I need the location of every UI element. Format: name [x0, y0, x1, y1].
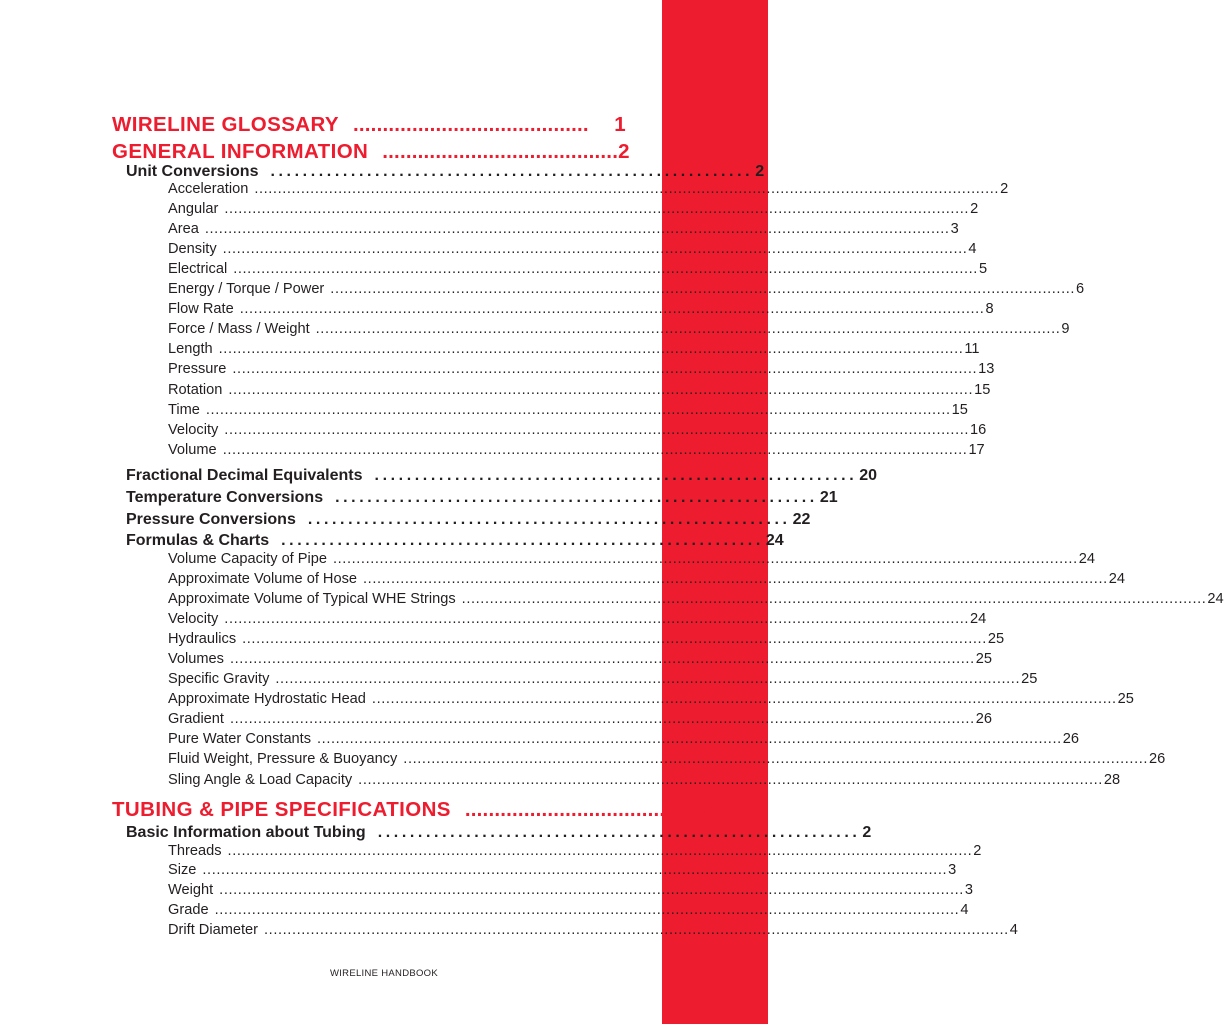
toc-page-number: 17: [968, 442, 985, 458]
toc-entry[interactable]: [168, 181, 1009, 197]
toc-section[interactable]: [126, 163, 765, 181]
toc-label: Pure Water Constants: [168, 731, 312, 747]
dot-leader: ................................................................................................................................................................: [224, 201, 970, 217]
toc-page-number: 25: [1117, 691, 1134, 707]
toc-entry[interactable]: [168, 442, 985, 458]
toc-page-number: 4: [960, 902, 969, 918]
toc-chapter[interactable]: [112, 798, 713, 822]
toc-label: Velocity: [168, 422, 219, 438]
dot-leader: ................................................................................................................................................................: [242, 631, 987, 647]
dot-leader: ................................................................................................................................................................: [330, 281, 1076, 297]
toc-entry[interactable]: [168, 751, 1166, 767]
dot-leader: ................................................................................................................................................................: [317, 731, 1062, 747]
toc-entry[interactable]: [168, 862, 957, 878]
toc-page-number: 25: [987, 631, 1005, 647]
toc-section[interactable]: [126, 532, 784, 550]
dot-leader: ........................................: [382, 140, 619, 163]
toc-page-number: 6: [1076, 281, 1085, 297]
toc-label: Fluid Weight, Pressure & Buoyancy: [168, 751, 398, 767]
toc-section[interactable]: [126, 511, 811, 529]
toc-entry[interactable]: [168, 422, 987, 438]
dot-leader: ................................................................................................................................................................: [239, 301, 985, 317]
dot-leader: ................................................................................................................................................................: [363, 571, 1108, 587]
toc-label: Unit Conversions: [126, 163, 259, 180]
dot-leader: ................................................................................................................................................................: [275, 671, 1021, 687]
toc-page-number: 15: [974, 382, 991, 398]
toc-label: Rotation: [168, 382, 223, 398]
toc-label: Force / Mass / Weight: [168, 321, 310, 337]
toc-page-number: 26: [975, 711, 992, 727]
toc-page-number: 15: [951, 402, 968, 418]
toc-label: WIRELINE GLOSSARY: [112, 113, 339, 136]
toc-label: Angular: [168, 201, 219, 217]
toc-page-number: 3: [948, 862, 957, 878]
toc-entry[interactable]: [168, 221, 959, 237]
toc-page-number: 3: [964, 882, 974, 898]
dot-leader: ................................................................................................................................................................: [232, 361, 978, 377]
toc-label: Hydraulics: [168, 631, 237, 647]
toc-chapter[interactable]: [112, 140, 630, 164]
toc-entry[interactable]: [168, 691, 1134, 707]
toc-label: Length: [168, 341, 213, 357]
toc-page-number: 13: [978, 361, 995, 377]
toc-page-number: 9: [1061, 321, 1070, 337]
toc-label: Specific Gravity: [168, 671, 270, 687]
toc-entry[interactable]: [168, 361, 995, 377]
dot-leader: ................................................................................................................................................................: [371, 691, 1117, 707]
toc-entry[interactable]: [168, 591, 1224, 607]
toc-entry[interactable]: [168, 611, 987, 627]
toc-page-number: 20: [859, 467, 878, 484]
toc-entry[interactable]: [168, 281, 1085, 297]
toc-page-number: 11: [964, 341, 980, 357]
toc-page-number: 24: [1108, 571, 1125, 587]
dot-leader: ................................................................................................................................................................: [227, 843, 973, 859]
toc-page-number: 26: [1149, 751, 1166, 767]
dot-leader: ................................................................................................................................................................: [224, 422, 970, 438]
toc-page-number: 21: [819, 489, 838, 506]
dot-leader: ................................................................................................................................................................: [254, 181, 1000, 197]
toc-label: Pressure: [168, 361, 227, 377]
toc-label: Density: [168, 241, 217, 257]
dot-leader: ............................................................: [281, 532, 764, 549]
toc-label: Fractional Decimal Equivalents: [126, 467, 363, 484]
dot-leader: ............................................................: [377, 824, 861, 841]
toc-page-number: 3: [950, 221, 959, 237]
toc-page-number: 25: [1021, 671, 1038, 687]
toc-page-number: 5: [978, 261, 988, 277]
toc-entry[interactable]: [168, 671, 1038, 687]
toc-label: Energy / Torque / Power: [168, 281, 325, 297]
toc-page-number: 2: [755, 163, 765, 180]
toc-entry[interactable]: [168, 321, 1070, 337]
toc-entry[interactable]: [168, 772, 1121, 788]
toc-page-number: 28: [1103, 772, 1121, 788]
dot-leader: ............................................................: [307, 511, 791, 528]
toc-page-number: 22: [792, 511, 811, 528]
dot-leader: ................................................................................................................................................................: [229, 651, 975, 667]
toc-page-number: 16: [970, 422, 987, 438]
toc-label: Velocity: [168, 611, 219, 627]
toc-entry[interactable]: [168, 261, 988, 277]
toc-entry[interactable]: [168, 922, 1018, 938]
toc-page-number: 2: [970, 201, 979, 217]
toc-entry[interactable]: [168, 402, 968, 418]
toc-entry[interactable]: [168, 382, 991, 398]
dot-leader: ................................................................................................................................................................: [333, 551, 1078, 567]
toc-label: Threads: [168, 843, 222, 859]
toc-label: Size: [168, 862, 197, 878]
toc-page-number: 24: [970, 611, 987, 627]
toc-section[interactable]: [126, 824, 872, 842]
toc-label: Sling Angle & Load Capacity: [168, 772, 353, 788]
dot-leader: ................................................................................................................................................................: [214, 902, 960, 918]
dot-leader: ................................................................................................................................................................: [403, 751, 1149, 767]
toc-page-number: 2: [862, 824, 872, 841]
toc-label: Approximate Volume of Typical WHE Strings: [168, 591, 456, 607]
toc-entry[interactable]: [168, 711, 992, 727]
dot-leader: ................................................................................................................................................................: [218, 341, 964, 357]
toc-page-number: 3: [700, 798, 713, 821]
toc-page-number: 2: [973, 843, 982, 859]
toc-label: Approximate Volume of Hose: [168, 571, 358, 587]
dot-leader: ................................................................................................................................................................: [219, 882, 964, 898]
toc-label: Approximate Hydrostatic Head: [168, 691, 366, 707]
toc-label: Gradient: [168, 711, 224, 727]
toc-page-number: 24: [1207, 591, 1224, 607]
toc-label: Area: [168, 221, 199, 237]
dot-leader: ........................................: [464, 798, 701, 821]
toc-page-number: 8: [985, 301, 994, 317]
toc-label: Temperature Conversions: [126, 489, 324, 506]
dot-leader: ............................................................: [374, 467, 858, 484]
toc-label: Volumes: [168, 651, 224, 667]
dot-leader: ................................................................................................................................................................: [315, 321, 1061, 337]
dot-leader: ................................................................................................................................................................: [224, 611, 970, 627]
toc-entry[interactable]: [168, 731, 1080, 747]
toc-section[interactable]: [126, 489, 838, 507]
toc-entry[interactable]: [168, 241, 977, 257]
toc-entry[interactable]: [168, 201, 979, 217]
dot-leader: ............................................................: [270, 163, 754, 180]
toc-label: Formulas & Charts: [126, 532, 270, 549]
toc-entry[interactable]: [168, 341, 980, 357]
dot-leader: ................................................................................................................................................................: [264, 922, 1009, 938]
dot-leader: ................................................................................................................................................................: [228, 382, 974, 398]
toc-label: Electrical: [168, 261, 228, 277]
toc-label: Volume: [168, 442, 217, 458]
toc-label: Weight: [168, 882, 214, 898]
toc-label: TUBING & PIPE SPECIFICATIONS: [112, 798, 451, 821]
toc-entry[interactable]: [168, 651, 992, 667]
toc-label: Acceleration: [168, 181, 249, 197]
toc-page-number: 25: [975, 651, 992, 667]
dot-leader: ........................................: [353, 113, 589, 136]
toc-label: Time: [168, 402, 200, 418]
toc-entry[interactable]: [168, 902, 969, 918]
dot-leader: ................................................................................................................................................................: [358, 772, 1103, 788]
toc-label: Pressure Conversions: [126, 511, 296, 528]
dot-leader: ................................................................................................................................................................: [222, 442, 968, 458]
dot-leader: ................................................................................................................................................................: [202, 862, 948, 878]
dot-leader: ................................................................................................................................................................: [461, 591, 1207, 607]
toc-entry[interactable]: [168, 882, 974, 898]
dot-leader: ................................................................................................................................................................: [233, 261, 978, 277]
toc-label: Grade: [168, 902, 209, 918]
dot-leader: ................................................................................................................................................................: [229, 711, 975, 727]
toc-page-number: 4: [1009, 922, 1018, 938]
toc-entry[interactable]: [168, 551, 1095, 567]
dot-leader: ................................................................................................................................................................: [222, 241, 968, 257]
toc-page-number: 2: [1000, 181, 1009, 197]
toc-page-number: 24: [1078, 551, 1095, 567]
toc-entry[interactable]: [168, 571, 1125, 587]
page-footer: WIRELINE HANDBOOK: [329, 968, 439, 979]
dot-leader: ................................................................................................................................................................: [205, 402, 951, 418]
toc-label: Volume Capacity of Pipe: [168, 551, 327, 567]
toc-page-number: 24: [765, 532, 784, 549]
toc-page-number: 26: [1062, 731, 1080, 747]
toc-label: Basic Information about Tubing: [126, 824, 366, 841]
toc-label: Drift Diameter: [168, 922, 259, 938]
toc-entry[interactable]: [168, 631, 1005, 647]
toc-page-number: 4: [968, 241, 977, 257]
toc-section[interactable]: [126, 467, 878, 485]
toc-chapter[interactable]: [112, 113, 626, 137]
toc-entry[interactable]: [168, 843, 982, 859]
toc-label: GENERAL INFORMATION: [112, 140, 369, 163]
toc-page-number: 2: [618, 140, 630, 163]
dot-leader: ............................................................: [335, 489, 818, 506]
dot-leader: ................................................................................................................................................................: [204, 221, 950, 237]
toc-page-number: 1: [614, 113, 626, 136]
toc-entry[interactable]: [168, 301, 994, 317]
toc-label: Flow Rate: [168, 301, 234, 317]
